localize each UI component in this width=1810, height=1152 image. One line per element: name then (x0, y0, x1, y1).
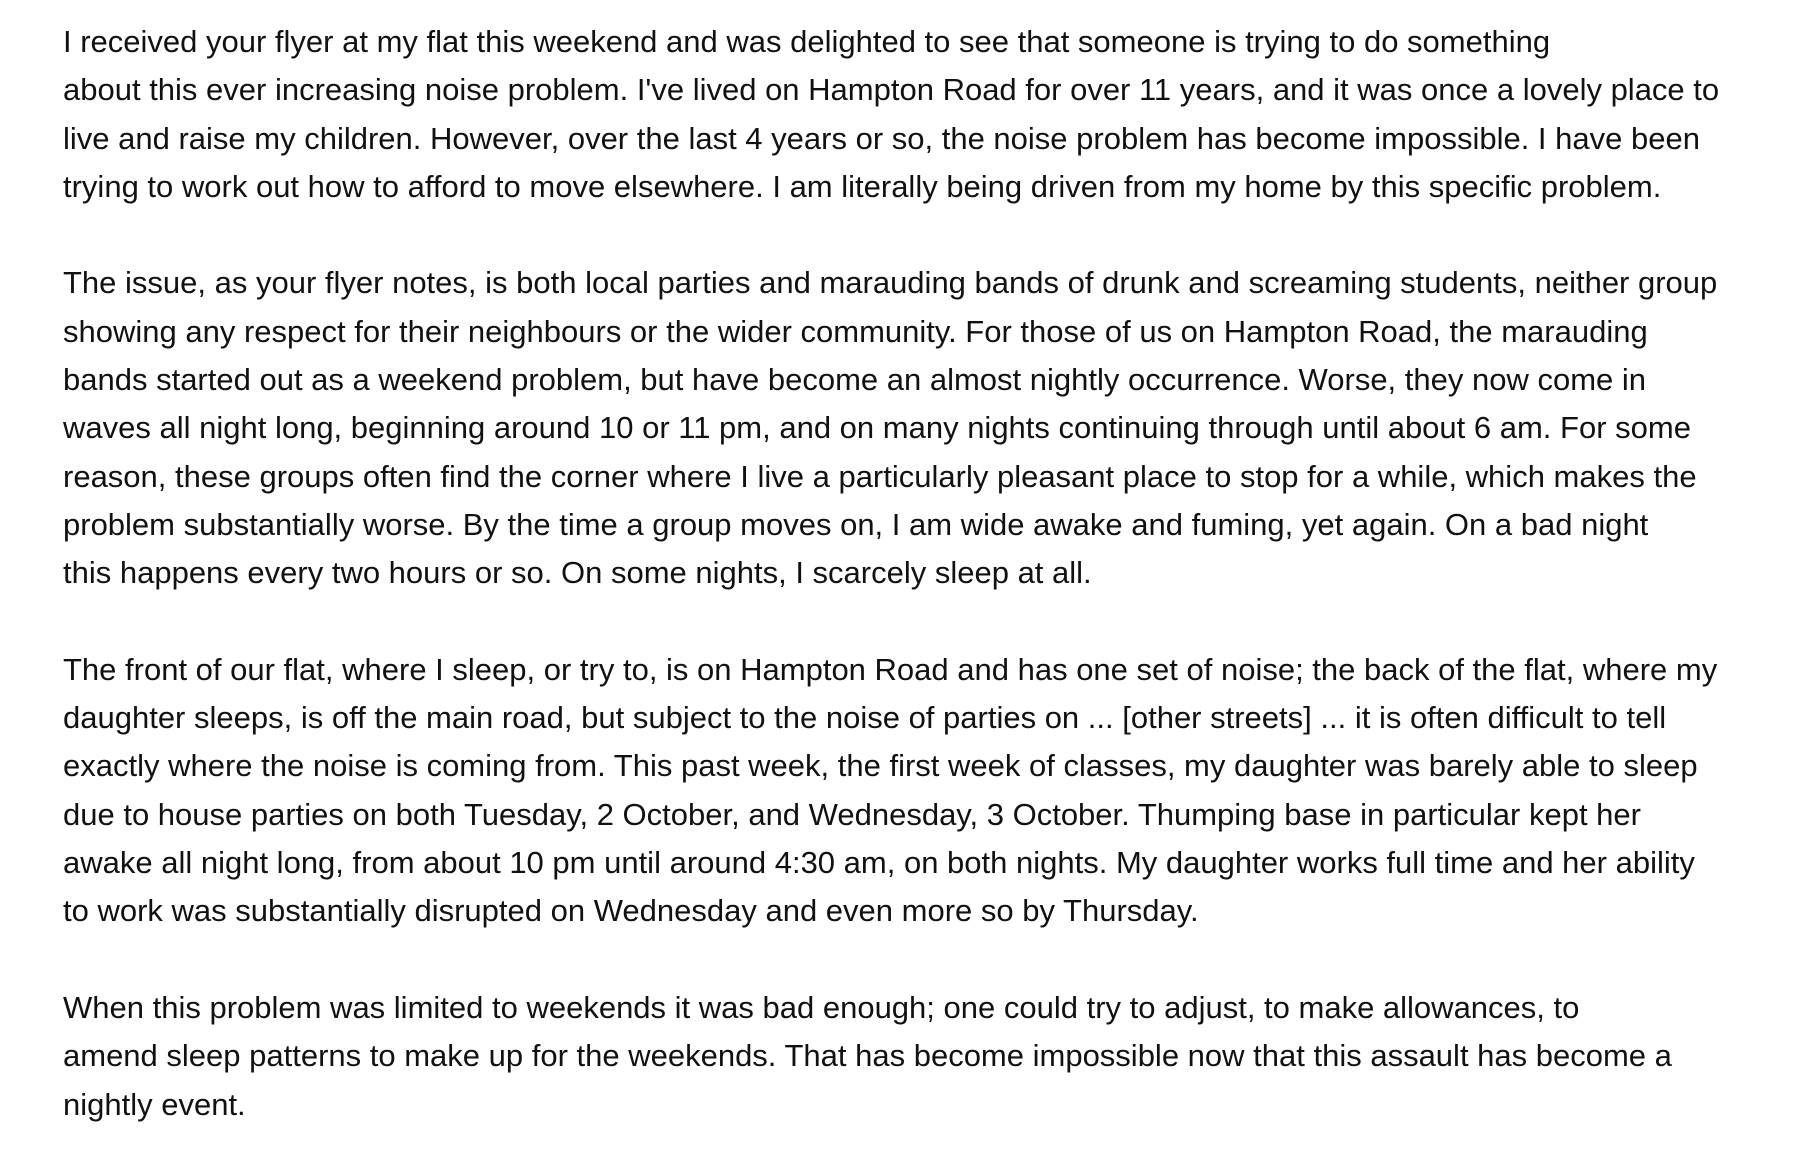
text-line: trying to work out how to afford to move elsewhere. I am literally being driven from my home by this specific problem. (63, 168, 1662, 204)
text-line: exactly where the noise is coming from. This past week, the first week of classes, my daughter was barely able to sleep (63, 748, 1698, 784)
text-line: about this ever increasing noise problem. I've lived on Hampton Road for over 11 years, and it was once a lovely place to (63, 72, 1720, 108)
text-line: daughter sleeps, is off the main road, but subject to the noise of parties on ... [other streets] ... it is often difficult to tell (63, 700, 1667, 736)
text-line: awake all night long, from about 10 pm until around 4:30 am, on both nights. My daughter works full time and her ability (63, 845, 1695, 881)
text-line: The issue, as your flyer notes, is both local parties and marauding bands of drunk and screaming students, neither group (63, 265, 1718, 301)
text-line: I received your flyer at my flat this weekend and was delighted to see that someone is trying to do something (63, 24, 1551, 59)
paragraph-1 (63, 18, 1803, 211)
text-line: waves all night long, beginning around 10 or 11 pm, and on many nights continuing through until about 6 am. For some (63, 410, 1691, 446)
paragraph-4 (63, 984, 1803, 1129)
text-line: nightly event. (63, 1086, 246, 1122)
paragraph-2 (63, 259, 1803, 597)
text-line: due to house parties on both Tuesday, 2 October, and Wednesday, 3 October. Thumping base in particular kept her (63, 796, 1641, 832)
text-line: reason, these groups often find the corner where I live a particularly pleasant place to stop for a while, which makes the (63, 458, 1697, 494)
text-line: live and raise my children. However, over the last 4 years or so, the noise problem has become impossible. I have been (63, 120, 1700, 156)
text-line: showing any respect for their neighbours or the wider community. For those of us on Hampton Road, the marauding (63, 313, 1648, 349)
text-line: When this problem was limited to weekends it was bad enough; one could try to adjust, to make allowances, to (63, 989, 1580, 1025)
letter-body (63, 18, 1803, 1129)
text-line: to work was substantially disrupted on Wednesday and even more so by Thursday. (63, 893, 1199, 929)
text-line: The front of our flat, where I sleep, or try to, is on Hampton Road and has one set of noise; the back of the flat, where my (63, 651, 1718, 687)
text-line: this happens every two hours or so. On some nights, I scarcely sleep at all. (63, 555, 1092, 591)
text-line: amend sleep patterns to make up for the weekends. That has become impossible now that this assault has become a (63, 1038, 1672, 1074)
text-line: problem substantially worse. By the time a group moves on, I am wide awake and fuming, yet again. On a bad night (63, 506, 1649, 542)
paragraph-3 (63, 646, 1803, 936)
text-line: bands started out as a weekend problem, but have become an almost nightly occurrence. Worse, they now come in (63, 362, 1647, 398)
